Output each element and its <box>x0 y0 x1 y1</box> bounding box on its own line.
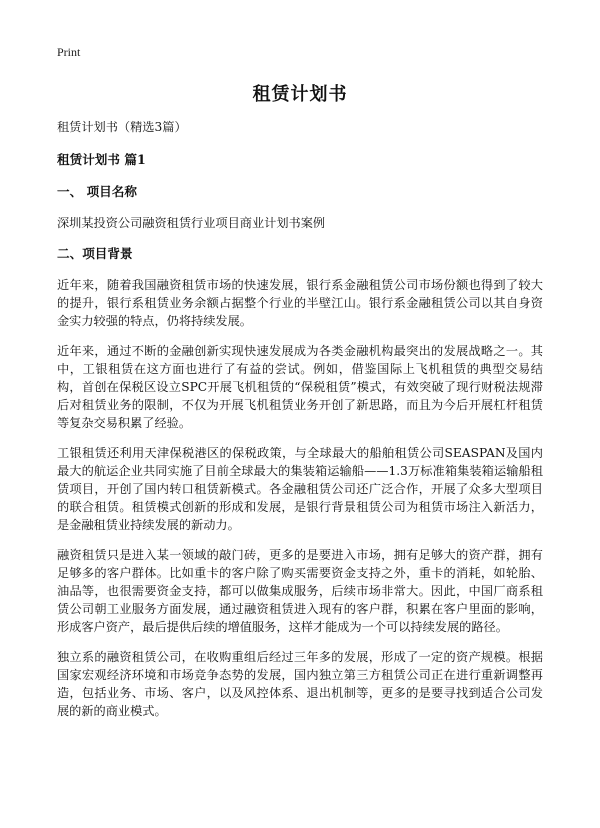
article-heading: 租赁计划书 篇1 <box>57 152 146 167</box>
background-paragraph-4: 融资租赁只是进入某一领域的敲门砖，更多的是要进入市场，拥有足够大的资产群，拥有足够多的客户群体。比如重卡的客户除了购买需要资金支持之外，重卡的消耗，如轮胎、油品等，也很需要资金支持，都可以做集成服务，后续市场非常大。因此，中国厂商系租赁公司朝工业服务方面发展，通过融资租赁进入现有的客户群，积累在客户里面的影响，形成客户资产，最后提供后续的增值服务，这样才能成为一个可以持续发展的路径。 <box>57 548 543 634</box>
background-paragraph-3: 工银租赁还利用天津保税港区的保税政策，与全球最大的船舶租赁公司SEASPAN及国内最大的航运企业共同实施了目前全球最大的集装箱运输船——1.3万标准箱集装箱运输船租赁项目，开创了国内转口租赁新模式。各金融租赁公司还广泛合作，开展了众多大型项目的联合租赁。租赁模式创新的形成和发展，是银行背景租赁公司为租赁市场注入新活力，是金融租赁业持续发展的新动力。 <box>57 446 543 532</box>
project-name-text: 深圳某投资公司融资租赁行业项目商业计划书案例 <box>57 216 326 230</box>
background-paragraph-5: 独立系的融资租赁公司，在收购重组后经过三年多的发展，形成了一定的资产规模。根据国家宏观经济环境和市场竞争态势的发展，国内独立第三方租赁公司正在进行重新调整再造，包括业务、市场、客户，以及风控体系、退出机制等，更多的是要寻找到适合公司发展的新的商业模式。 <box>57 650 543 718</box>
document-subtitle: 租赁计划书（精选3篇） <box>57 120 187 134</box>
print-link[interactable]: Print <box>57 45 81 59</box>
document-title: 租赁计划书 <box>252 84 348 105</box>
background-paragraph-1: 近年来，随着我国融资租赁市场的快速发展，银行系金融租赁公司市场份额也得到了较大的提升，银行系租赁业务余额占据整个行业的半壁江山。银行系金融租赁公司以其自身资金实力较强的特点，仍将持续发展。 <box>57 278 543 328</box>
section-heading-project-name: 一、 项目名称 <box>57 184 137 199</box>
background-paragraph-2: 近年来，通过不断的金融创新实现快速发展成为各类金融机构最突出的发展战略之一。其中，工银租赁在这方面也进行了有益的尝试。例如，借鉴国际上飞机租赁的典型交易结构，首创在保税区设立SPC开展飞机租赁的“保税租赁”模式，有效突破了现行财税法规滞后对租赁业务的限制，不仅为开展飞机租赁业务开创了新思路，而且为今后开展杠杆租赁等复杂交易积累了经验。 <box>57 344 543 430</box>
document-body <box>57 118 543 732</box>
section-heading-project-background: 二、项目背景 <box>57 246 133 261</box>
